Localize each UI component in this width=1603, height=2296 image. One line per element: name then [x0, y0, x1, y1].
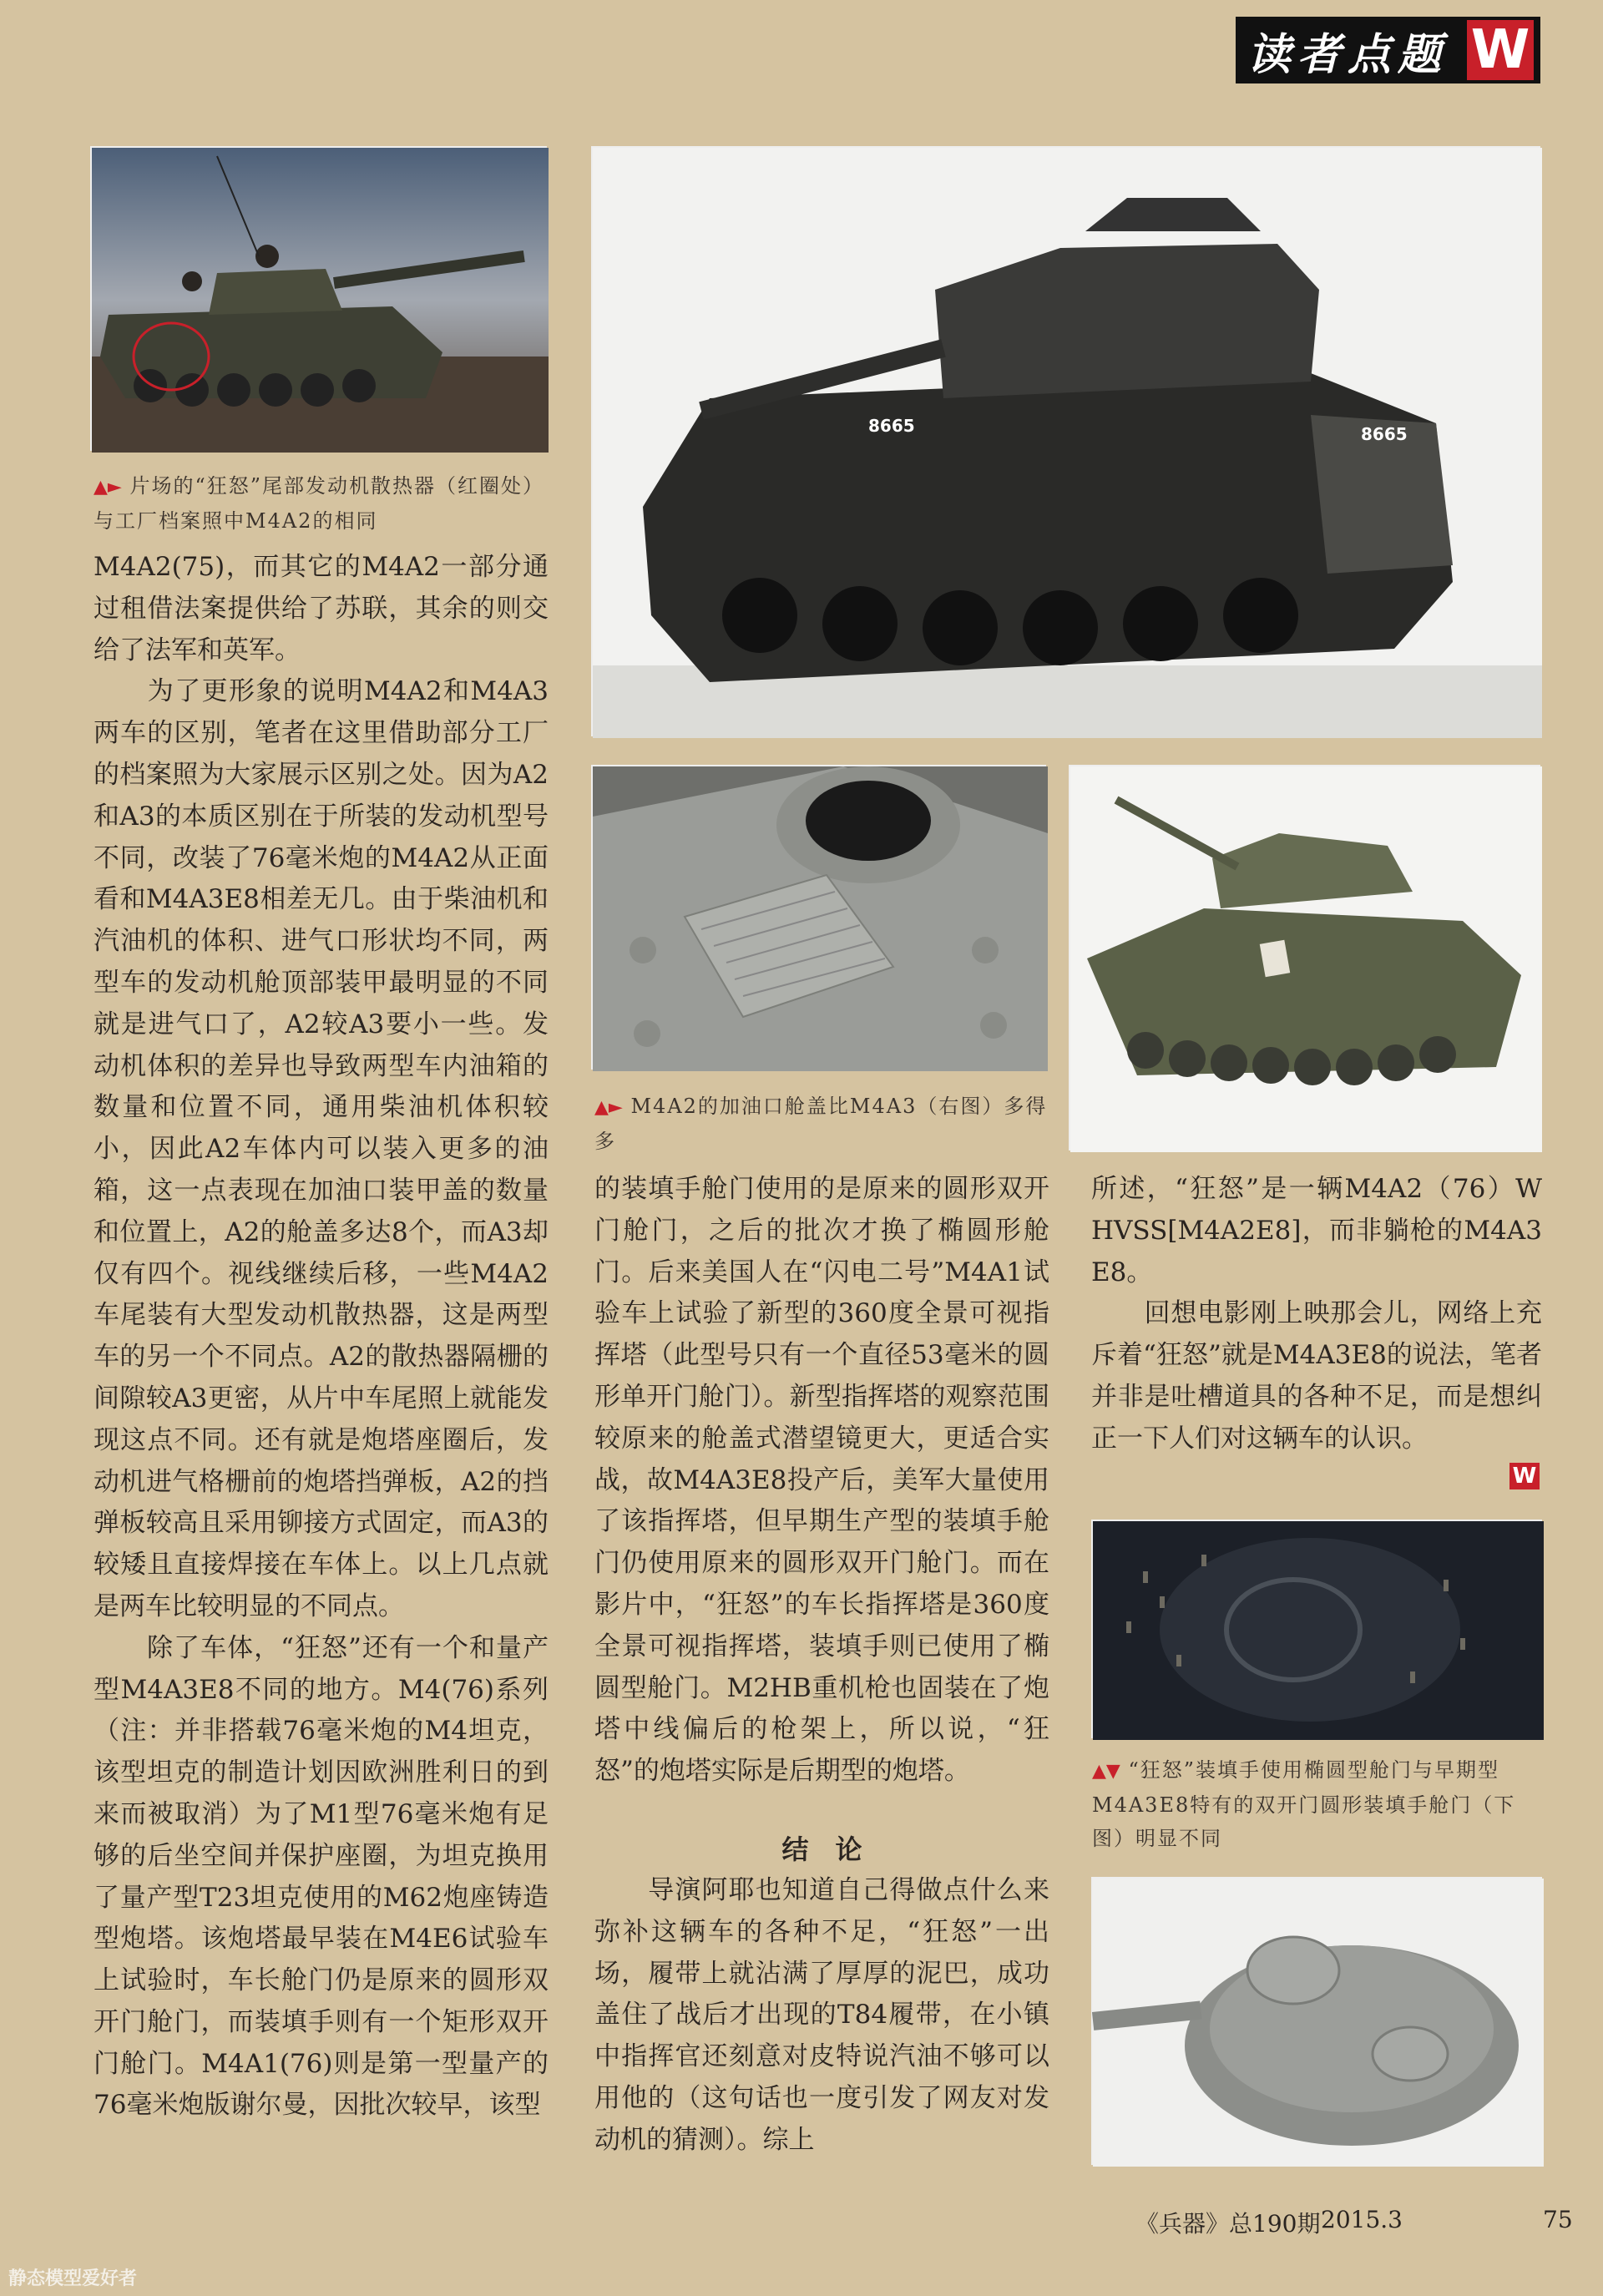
text-column-right: 所述，“狂怒”是一辆M4A2（76）W HVSS[M4A2E8]，而非躺枪的M4A3E8。 回想电影刚上映那会儿，网络上充斥着“狂怒”就是M4A3E8的说法，笔者并非是吐槽道具的各种不足，而是想纠正一下人们对这辆车的认识。 [1091, 1174, 1542, 1454]
hull-number-rear: 8665 [1361, 424, 1408, 444]
caption-text: M4A2的加油口舱盖比M4A3（右图）多得多 [594, 1095, 1048, 1153]
caption-film-set [94, 469, 549, 538]
logo-w-icon: W [1467, 20, 1534, 80]
photo-factory-archive-m4a2 [591, 146, 1540, 736]
conclusion-heading: 结 论 [781, 1833, 862, 1865]
caption-loader-hatch [1092, 1753, 1547, 1855]
watermark: 静态模型爱好者 [8, 2268, 138, 2289]
text-column-middle: 的装填手舱门使用的是原来的圆形双开门舱门，之后的批次才换了椭圆形舱门。后来美国人在“闪电二号”M4A1试验车上试验了新型的360度全景可视指挥塔（此型号只有一个直径53毫米的圆形单开门舱门）。新型指挥塔的观察范围较原来的舱盖式潜望镜更大，更适合实战，故M4A3E8投产后，美军大量使用了该指挥塔，但早期生产型的装填手舱门仍使用原来的圆形双开门舱门。而在影片中，“狂怒”的车长指挥塔是360度全景可视指挥塔，装填手则已使用了椭圆型舱门。M2HB重机枪也固装在了炮塔中线偏后的枪架上，所以说，“狂怒”的炮塔实际是后期型的炮塔。 [594, 1174, 1049, 1787]
caption-text: “狂怒”装填手使用椭圆型舱门与早期型M4A3E8特有的双开门圆形装填手舱门（下图）明显不同 [1092, 1758, 1516, 1850]
article-end-w-icon: W [1509, 1463, 1540, 1489]
caption-text: 片场的“狂怒”尾部发动机散热器（红圈处）与工厂档案照中M4A2的相同 [94, 474, 545, 533]
photo-loader-hatch-oval [1091, 1520, 1542, 1738]
section-header [1236, 17, 1540, 83]
footer-date: 2015.3 [1321, 2206, 1403, 2233]
caption-arrows-icon: ▲► [94, 477, 122, 498]
photo-film-set-tank [90, 146, 547, 451]
photo-early-turret-model [1091, 1877, 1542, 2165]
text-column-middle-b: 导演阿耶也知道自己得做点什么来弥补这辆车的各种不足，“狂怒”一出场，履带上就沾满了厚厚的泥巴，成功盖住了战后才出现的T84履带，在小镇中指挥官还刻意对皮特说汽油不够可以用他的（这句话也一度引发了网友对发动机的猜测）。综上 [594, 1875, 1049, 2155]
hull-number-side: 8665 [868, 416, 915, 436]
photo-model-engine-deck [591, 765, 1046, 1070]
footer-magazine: 《兵器》总190期 [1135, 2210, 1321, 2238]
text-column-left: M4A2(75)，而其它的M4A2一部分通过租借法案提供给了苏联，其余的则交给了法军和英军。 为了更形象的说明M4A2和M4A3两车的区别，笔者在这里借助部分工厂的档案照为大家展示区别之处。因为A2和A3的本质区别在于所装的发动机型号不同，改装了76毫米炮的M4A2从正面看和M4A3E8相差无几。由于柴油机和汽油机的体积、进气口形状均不同，两型车的发动机舱顶部装甲最明显的不同就是进气口了，A2较A3要小一些。发动机体积的差异也导致两型车内油箱的数量和位置不同，通用柴油机体积较小，因此A2车体内可以装入更多的油箱，这一点表现在加油口装甲盖的数量和位置上，A2的舱盖多达8个，而A3却仅有四个。视线继续后移，一些M4A2车尾装有大型发动机散热器，这是两型车的另一个不同点。A2的散热器隔栅的间隙较A3更密，从片中车尾照上就能发现这点不同。还有就是炮塔座圈后，发动机进气格栅前的炮塔挡弹板，A2的挡弹板较高且采用铆接方式固定，而A3的较矮且直接焊接在车体上。以上几点就是两车比较明显的不同点。 除了车体，“狂怒”还有一个和量产型M4A3E8不同的地方。M4(76)系列（注：并非搭载76毫米炮的M4坦克，该型坦克的制造计划因欧洲胜利日的到来而被取消）为了M1型76毫米炮有足够的后坐空间并保护座圈，为坦克换用了量产型T23坦克使用的M62炮座铸造型炮塔。该炮塔最早装在M4E6试验车上试验时，车长舱门仍是原来的圆形双开门舱门，而装填手则有一个矩形双开门舱门。M4A1(76)则是第一型量产的76毫米炮版谢尔曼，因批次较早，该型 [94, 552, 549, 2121]
caption-arrows-icon: ▲▼ [1092, 1761, 1120, 1782]
caption-fuel-hatches [594, 1090, 1049, 1158]
caption-arrows-icon: ▲► [594, 1097, 623, 1118]
page-number: 75 [1543, 2206, 1573, 2233]
photo-m4a3e8-model [1069, 765, 1540, 1151]
section-title: 读者点题 [1247, 29, 1449, 80]
